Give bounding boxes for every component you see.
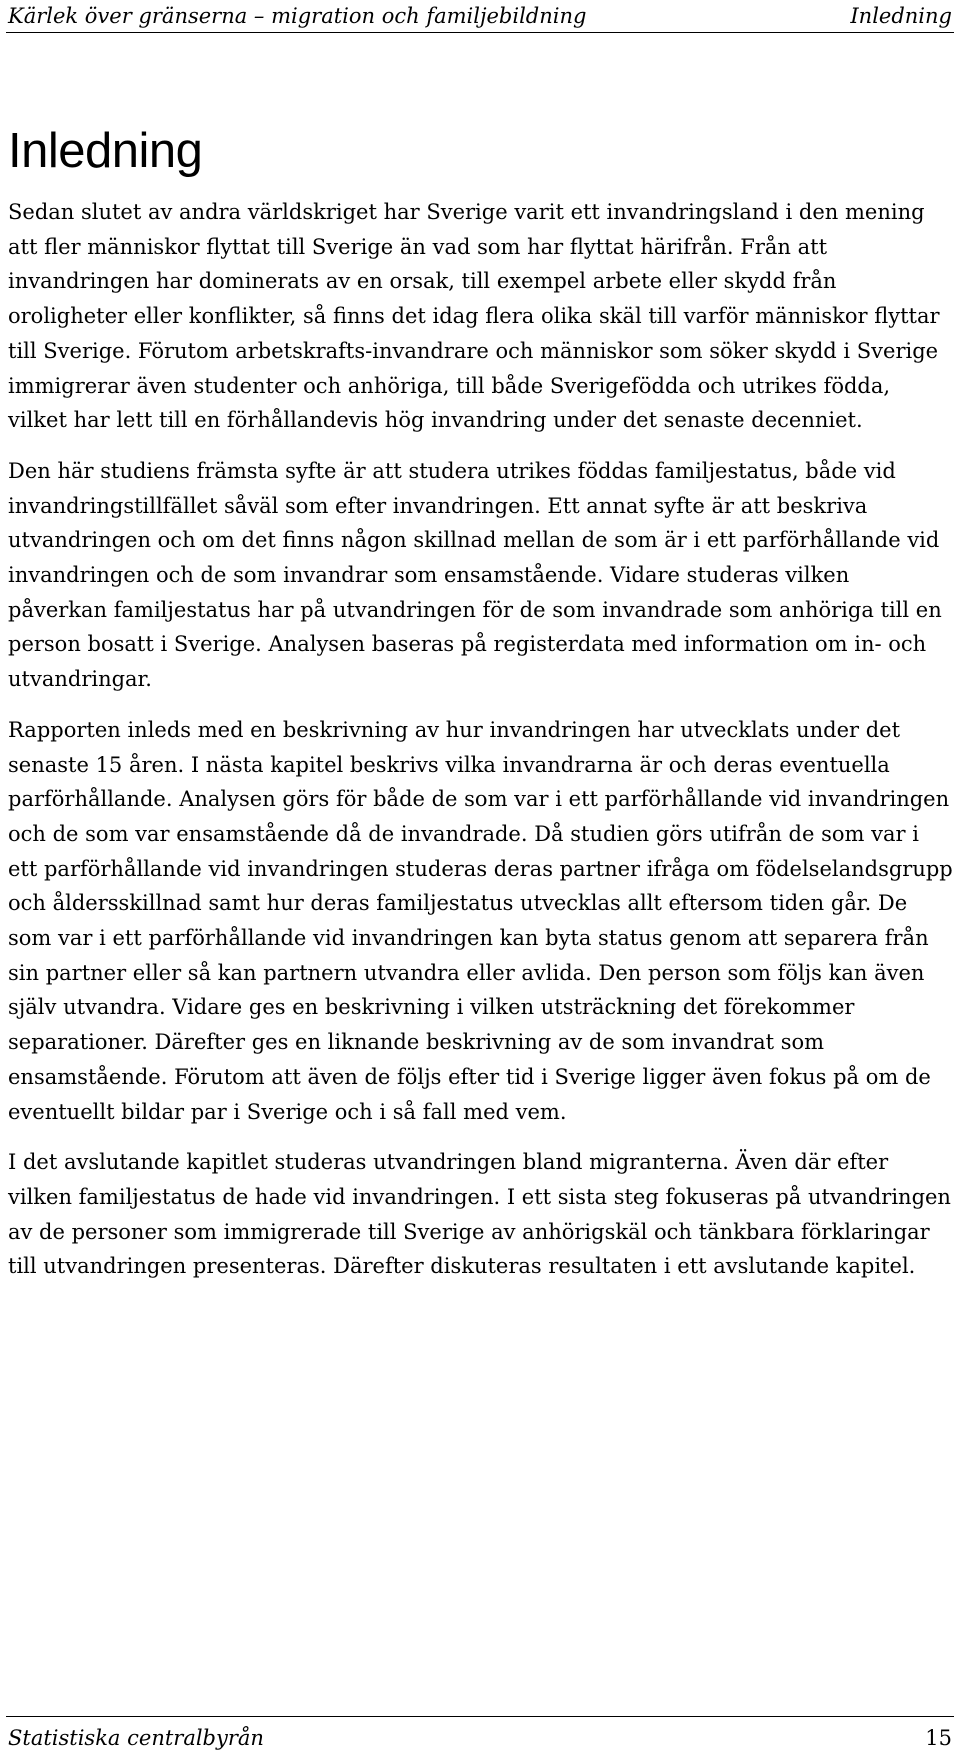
- paragraph: Den här studiens främsta syfte är att studera utrikes föddas familjestatus, både vid invandringstillfället såväl som efter invandringen. Ett annat syfte är att beskriva utvandringen och om det finns någon skillnad mellan de som är i ett parförhållande vid invandringen och de som invandrar som ensamstående. Vidare studeras vilken påverkan familjestatus har på utvandringen för de som invandrade som anhöriga till en person bosatt i Sverige. Analysen baseras på registerdata med information om in- och utvandringar.: [8, 458, 942, 692]
- running-header: [6, 2, 954, 33]
- running-header-book-title: Kärlek över gränserna – migration och familjebildning: [8, 4, 587, 28]
- running-footer: [6, 1716, 954, 1751]
- page-number: 15: [925, 1726, 952, 1750]
- chapter-title: Inledning: [8, 124, 203, 178]
- paragraph: Sedan slutet av andra världskriget har Sverige varit ett invandringsland i den mening att fler människor flyttat till Sverige än vad som har flyttat härifrån. Från att invandringen har dominerats av en orsak, till exempel arbete eller skydd från oroligheter eller konflikter, så finns det idag flera olika skäl till varför människor flyttar till Sverige. Förutom arbetskrafts-invandrare och människor som söker skydd i Sverige immigrerar även studenter och anhöriga, till både Sverigefödda och utrikes födda, vilket har lett till en förhållandevis hög invandring under det senaste decenniet.: [8, 200, 940, 433]
- body-text: [8, 195, 954, 1300]
- paragraph: I det avslutande kapitlet studeras utvandringen bland migranterna. Även där efter vilken familjestatus de hade vid invandringen. I ett sista steg fokuseras på utvandringen av de personer som immigrerade till Sverige av anhörigskäl och tänkbara förklaringar till utvandringen presenteras. Därefter diskuteras resultaten i ett avslutande kapitel.: [8, 1150, 951, 1279]
- paragraph: Rapporten inleds med en beskrivning av hur invandringen har utvecklats under det senaste 15 åren. I nästa kapitel beskrivs vilka invandrarna är och deras eventuella parförhållande. Analysen görs för både de som var i ett parförhållande vid invandringen och de som var ensamstående då de invandrade. Då studien görs utifrån de som var i ett parförhållande vid invandringen studeras deras partner ifråga om födelselandsgrupp och åldersskillnad samt hur deras familjestatus utvecklas allt eftersom tiden går. De som var i ett parförhållande vid invandringen kan byta status genom att separera från sin partner eller så kan partnern utvandra eller avlida. Den person som följs kan även själv utvandra. Vidare ges en beskrivning i vilken utsträckning det förekommer separationer. Därefter ges en liknande beskrivning av de som invandrat som ensamstående. Förutom att även de följs efter tid i Sverige ligger även fokus på om de eventuellt bildar par i Sverige och i så fall med vem.: [8, 717, 953, 1124]
- footer-publisher: Statistiska centralbyrån: [8, 1726, 264, 1750]
- running-header-section: Inledning: [850, 4, 952, 28]
